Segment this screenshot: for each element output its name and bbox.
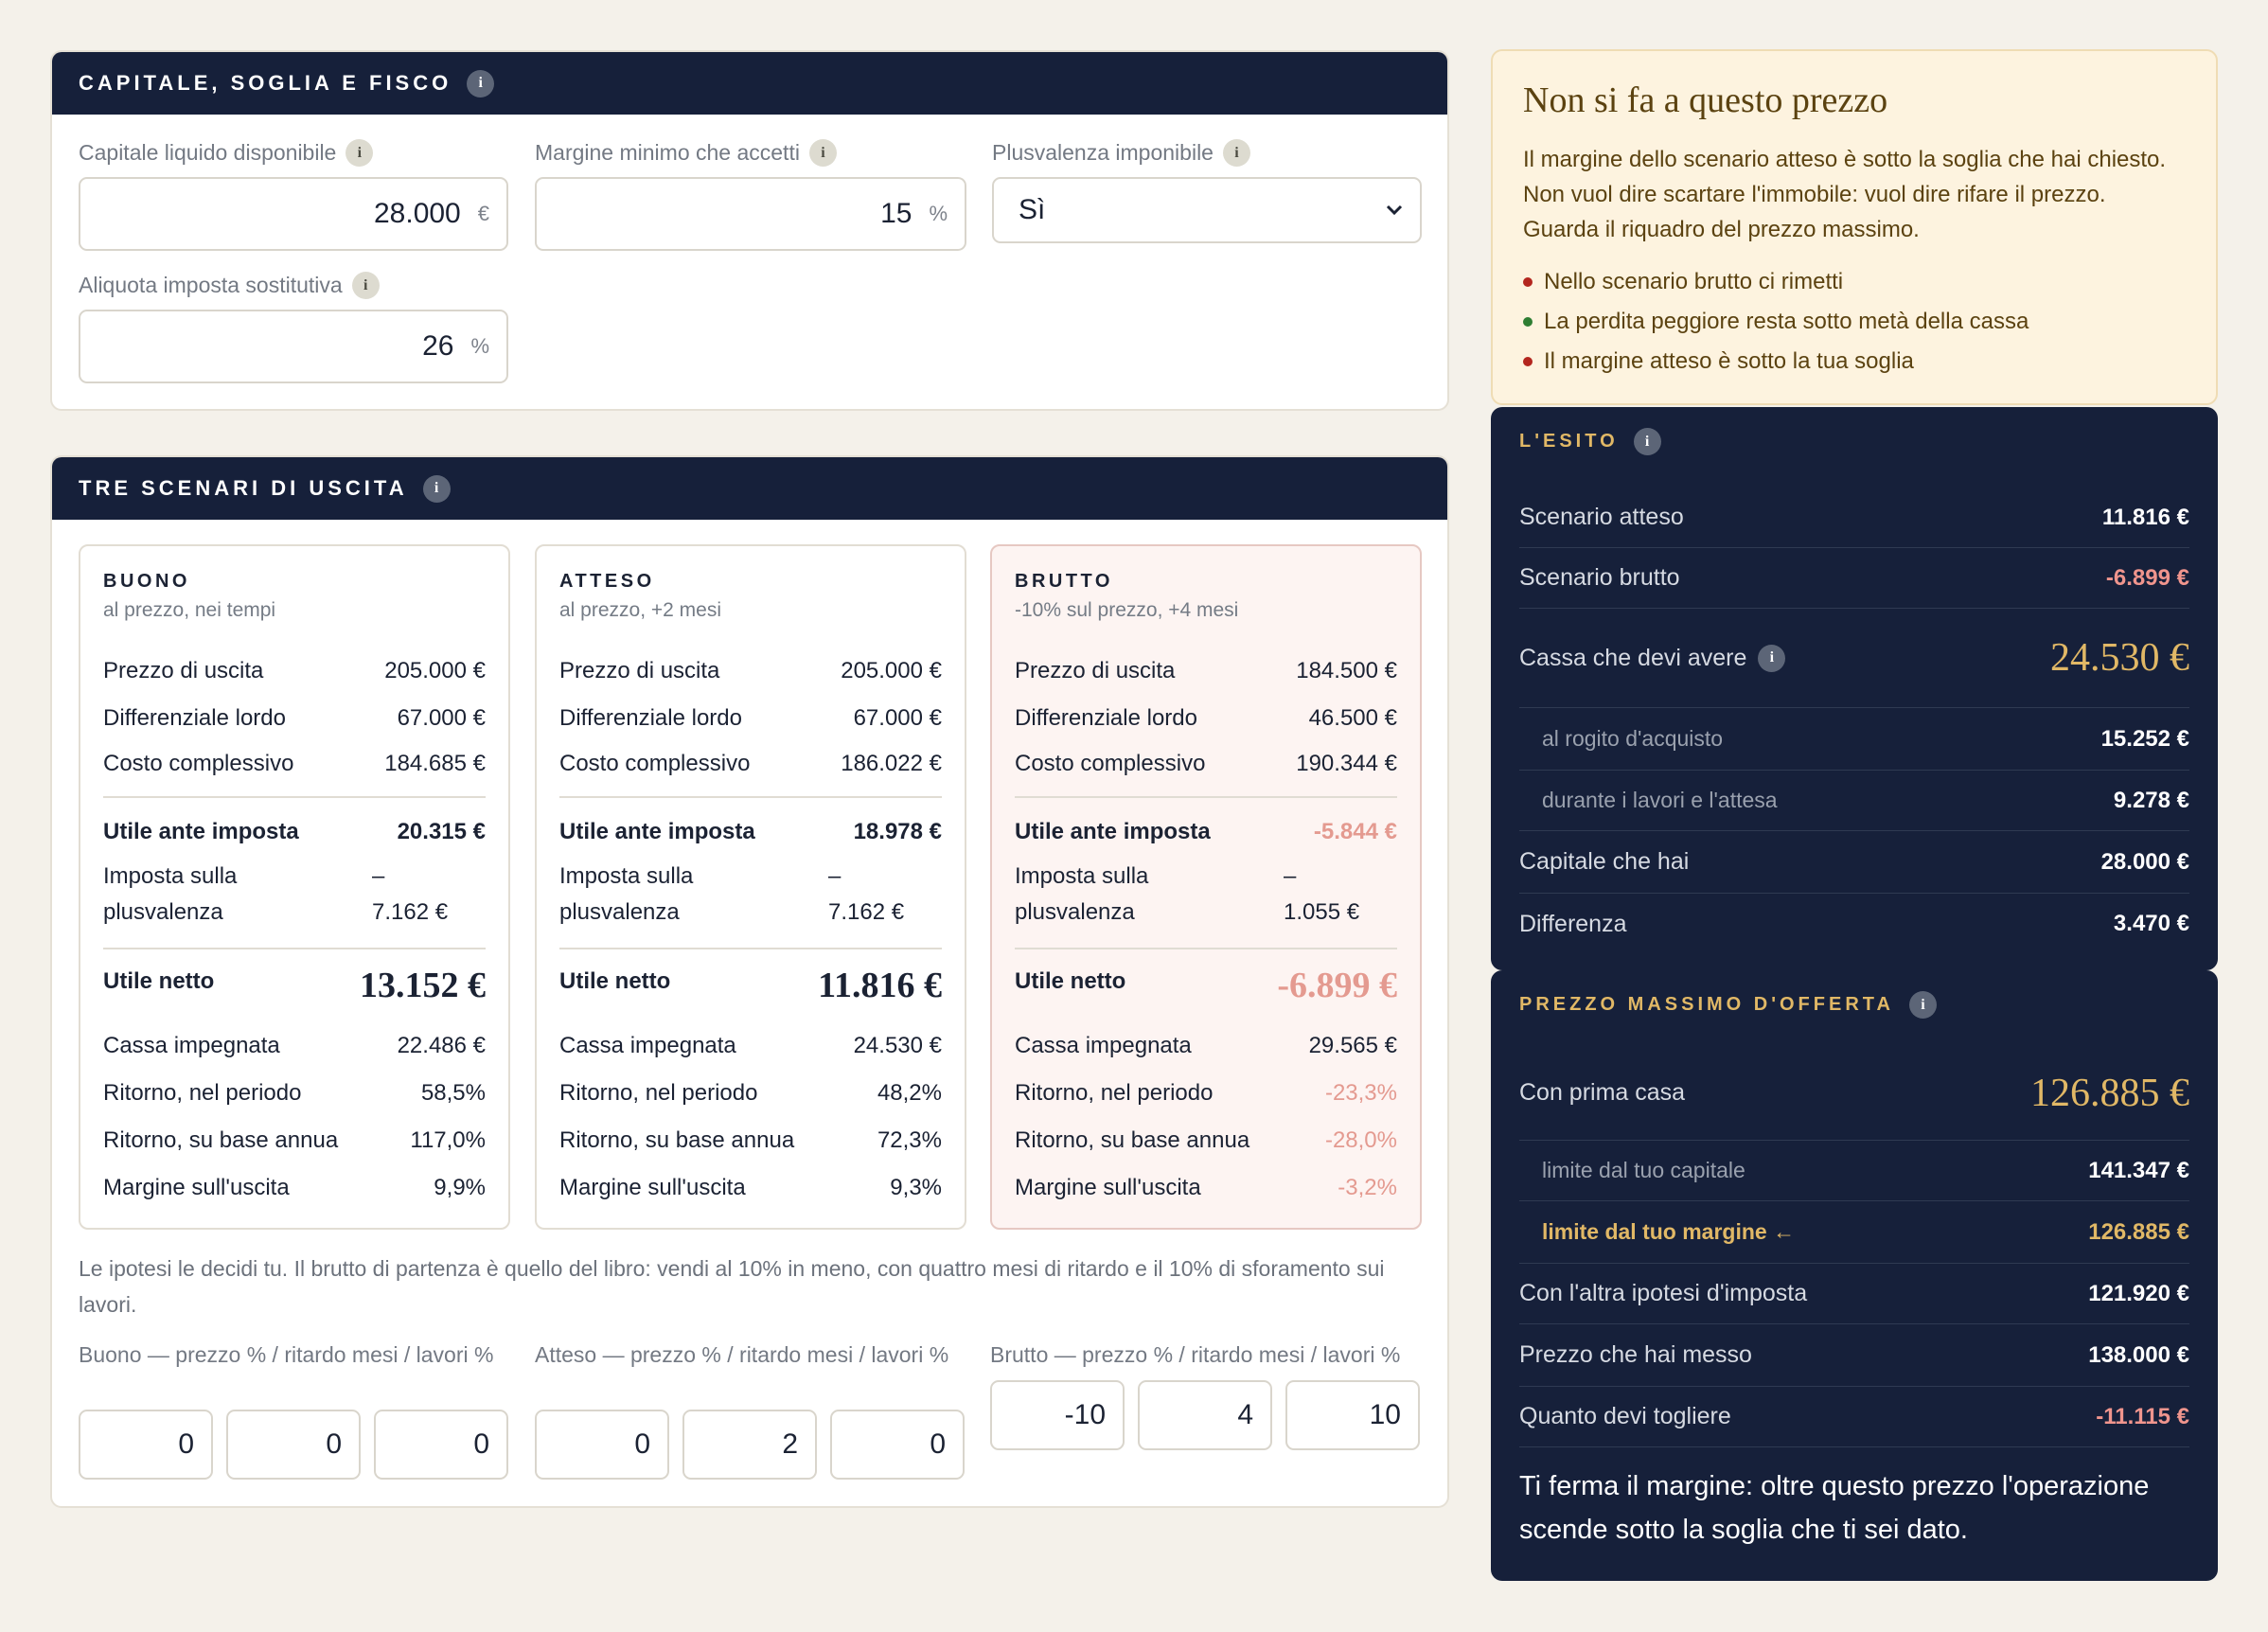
row-total-cost: Costo complessivo 190.344 € [1015, 751, 1397, 776]
hypothesis-input[interactable]: 10 [1285, 1380, 1420, 1450]
max-offer-panel [1491, 970, 2218, 1581]
divider [103, 796, 486, 798]
margin-limit-row: limite dal tuo margine ← 126.885 € [1519, 1201, 2189, 1264]
gain-field-label: Plusvalenza imponibile i [992, 139, 1250, 167]
required-cash-value: 24.530 € [2050, 636, 2189, 680]
tax-rate-field-label: Aliquota imposta sostitutiva i [79, 272, 380, 299]
hypothesis-label: Brutto — prezzo % / ritardo mesi / lavori % [990, 1342, 1401, 1367]
scenario-subtitle: -10% sul prezzo, +4 mesi [1015, 599, 1239, 621]
divider [103, 948, 486, 949]
row-cash: Cassa impegnata 24.530 € [559, 1033, 942, 1058]
outcome-title: L'ESITO i [1519, 428, 1661, 455]
capital-panel-title: CAPITALE, SOGLIA E FISCO [79, 71, 452, 95]
scenario-name: BRUTTO [1015, 571, 1113, 592]
max-offer-value: 126.885 € [2030, 1071, 2189, 1115]
capital-limit-row: limite dal tuo capitale 141.347 € [1519, 1141, 2189, 1201]
max-offer-footer: Ti ferma il margine: oltre questo prezzo l'operazione scende sotto la soglia che ti sei dato. [1519, 1471, 2150, 1545]
row-net: Utile netto 11.816 € [559, 966, 942, 1005]
outcome-expected-row: Scenario atteso 11.816 € [1519, 488, 2189, 548]
hypothesis-input[interactable]: 0 [374, 1410, 508, 1480]
net-profit-value: -6.899 € [1277, 966, 1397, 1005]
row-cash: Cassa impegnata 22.486 € [103, 1033, 486, 1058]
alert-text: Il margine dello scenario atteso è sotto la soglia che hai chiesto. Non vuol dire scartare l'immobile: vuol dire rifare il prezzo. Guarda il riquadro del prezzo massimo. [1523, 147, 2167, 242]
outcome-cash-row: Cassa che devi avere i 24.530 € [1519, 609, 2189, 708]
hypothesis-input[interactable]: 0 [226, 1410, 361, 1480]
percent-unit: % [470, 334, 489, 358]
check-item: La perdita peggiore resta sotto metà della cassa [1523, 309, 2029, 335]
divider [1015, 948, 1397, 949]
outcome-capital-row: Capitale che hai 28.000 € [1519, 831, 2189, 894]
info-icon[interactable]: i [352, 272, 380, 299]
net-profit-value: 11.816 € [818, 966, 942, 1005]
outcome-difference-row: Differenza 3.470 € [1519, 910, 2189, 937]
row-margin: Margine sull'uscita 9,9% [103, 1175, 486, 1200]
scenarios-panel [50, 455, 1449, 1508]
scenario-name: BUONO [103, 571, 190, 592]
row-tax: Imposta sulla plusvalenza – 7.162 € [559, 863, 905, 925]
outcome-bad-row: Scenario brutto -6.899 € [1519, 548, 2189, 609]
status-dot-icon [1523, 277, 1533, 287]
row-ret-annual: Ritorno, su base annua 117,0% [103, 1127, 486, 1153]
capital-field-label: Capitale liquido disponibile i [79, 139, 373, 167]
hypothesis-input[interactable]: 4 [1138, 1380, 1272, 1450]
scenario-subtitle: al prezzo, +2 mesi [559, 599, 721, 621]
capital-panel [50, 50, 1449, 411]
info-icon[interactable]: i [1223, 139, 1250, 167]
divider [559, 796, 942, 798]
row-total-cost: Costo complessivo 186.022 € [559, 751, 942, 776]
chevron-down-icon [1386, 204, 1403, 216]
info-icon[interactable]: i [1634, 428, 1661, 455]
divider [559, 948, 942, 949]
to-remove-row: Quanto devi togliere -11.115 € [1519, 1387, 2189, 1447]
row-gross-diff: Differenziale lordo 46.500 € [1015, 705, 1397, 731]
hypothesis-label: Buono — prezzo % / ritardo mesi / lavori % [79, 1342, 494, 1367]
info-icon[interactable]: i [467, 70, 494, 98]
info-icon[interactable]: i [809, 139, 837, 167]
status-dot-icon [1523, 357, 1533, 366]
info-icon[interactable]: i [423, 475, 451, 503]
hypothesis-input[interactable]: 0 [535, 1410, 669, 1480]
row-ret-period: Ritorno, nel periodo -23,3% [1015, 1080, 1397, 1106]
hypothesis-label: Atteso — prezzo % / ritardo mesi / lavori % [535, 1342, 949, 1367]
hypothesis-input[interactable]: 2 [682, 1410, 817, 1480]
row-margin: Margine sull'uscita 9,3% [559, 1175, 942, 1200]
outcome-during-row: durante i lavori e l'attesa 9.278 € [1519, 771, 2189, 831]
status-dot-icon [1523, 317, 1533, 327]
hypothesis-input[interactable]: -10 [990, 1380, 1125, 1450]
row-pretax: Utile ante imposta 20.315 € [103, 819, 486, 844]
margin-field-label: Margine minimo che accetti i [535, 139, 837, 167]
alert-title: Non si fa a questo prezzo [1523, 80, 1888, 120]
check-item: Nello scenario brutto ci rimetti [1523, 269, 1843, 295]
percent-unit: % [929, 202, 948, 225]
row-gross-diff: Differenziale lordo 67.000 € [103, 705, 486, 731]
hypothesis-input[interactable]: 0 [830, 1410, 965, 1480]
scenarios-panel-header [52, 457, 1447, 520]
scenarios-panel-title: TRE SCENARI DI USCITA [79, 476, 408, 500]
taxable-gain-select[interactable]: Sì [992, 177, 1422, 243]
verdict-alert [1491, 49, 2218, 405]
row-total-cost: Costo complessivo 184.685 € [103, 751, 486, 776]
row-tax: Imposta sulla plusvalenza – 1.055 € [1015, 863, 1360, 925]
row-pretax: Utile ante imposta 18.978 € [559, 819, 942, 844]
row-exit-price: Prezzo di uscita 205.000 € [559, 658, 942, 683]
check-item: Il margine atteso è sotto la tua soglia [1523, 348, 1914, 375]
row-ret-period: Ritorno, nel periodo 48,2% [559, 1080, 942, 1106]
row-ret-annual: Ritorno, su base annua -28,0% [1015, 1127, 1397, 1153]
scenario-subtitle: al prezzo, nei tempi [103, 599, 276, 621]
row-ret-annual: Ritorno, su base annua 72,3% [559, 1127, 942, 1153]
hypothesis-input[interactable]: 0 [79, 1410, 213, 1480]
euro-unit: € [477, 202, 489, 225]
scenario-card-atteso [535, 544, 966, 1230]
info-icon[interactable]: i [1758, 645, 1785, 672]
outcome-panel [1491, 407, 2218, 970]
row-exit-price: Prezzo di uscita 184.500 € [1015, 658, 1397, 683]
row-net: Utile netto -6.899 € [1015, 966, 1397, 1005]
your-price-row: Prezzo che hai messo 138.000 € [1519, 1324, 2189, 1387]
net-profit-value: 13.152 € [360, 966, 486, 1005]
margin-input[interactable]: 15 % [535, 177, 966, 251]
row-gross-diff: Differenziale lordo 67.000 € [559, 705, 942, 731]
scenario-name: ATTESO [559, 571, 655, 592]
other-tax-row: Con l'altra ipotesi d'imposta 121.920 € [1519, 1264, 2189, 1324]
row-pretax: Utile ante imposta -5.844 € [1015, 819, 1397, 844]
first-home-row: Con prima casa 126.885 € [1519, 1046, 2189, 1141]
row-cash: Cassa impegnata 29.565 € [1015, 1033, 1397, 1058]
info-icon[interactable]: i [1909, 991, 1937, 1019]
max-offer-title: PREZZO MASSIMO D'OFFERTA i [1519, 991, 1937, 1019]
outcome-at-deed-row: al rogito d'acquisto 15.252 € [1519, 708, 2189, 771]
row-net: Utile netto 13.152 € [103, 966, 486, 1005]
row-exit-price: Prezzo di uscita 205.000 € [103, 658, 486, 683]
divider [1015, 796, 1397, 798]
row-ret-period: Ritorno, nel periodo 58,5% [103, 1080, 486, 1106]
capital-panel-header [52, 52, 1447, 115]
row-margin: Margine sull'uscita -3,2% [1015, 1175, 1397, 1200]
capital-input[interactable]: 28.000 € [79, 177, 508, 251]
row-tax: Imposta sulla plusvalenza – 7.162 € [103, 863, 449, 925]
scenario-card-buono [79, 544, 510, 1230]
tax-rate-input[interactable]: 26 % [79, 310, 508, 383]
hypotheses-note: Le ipotesi le decidi tu. Il brutto di partenza è quello del libro: vendi al 10% in meno, con quattro mesi di ritardo e il 10% di sforamento sui lavori. [79, 1256, 1385, 1317]
info-icon[interactable]: i [346, 139, 373, 167]
scenario-card-brutto [990, 544, 1422, 1230]
